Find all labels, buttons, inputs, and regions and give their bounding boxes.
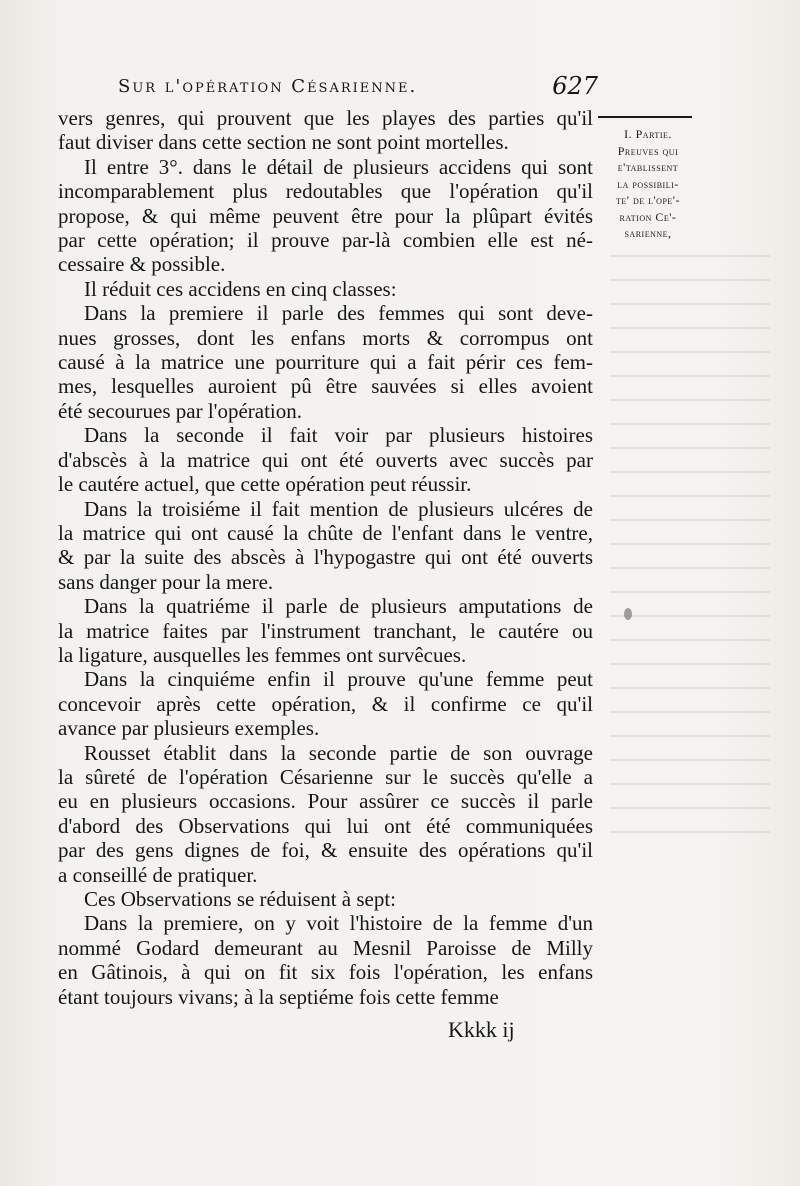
text-line: Il réduit ces accidens en cinq classes: bbox=[84, 276, 397, 301]
text-line: nues grosses, dont les enfans morts & corrompus ont bbox=[58, 325, 593, 350]
text-line: par des gens dignes de foi, & ensuite des opérations qu'il bbox=[58, 838, 593, 863]
text-line: Dans la cinquiéme enfin il prouve qu'une femme peut bbox=[84, 667, 593, 692]
marginal-line: sarienne, bbox=[624, 226, 672, 240]
body-text bbox=[58, 106, 593, 1009]
page-number: 627 bbox=[552, 72, 598, 100]
show-through-text bbox=[610, 255, 770, 835]
text-line: d'abord des Observations qui lui ont été communiquées bbox=[58, 813, 593, 838]
marginal-line: e'tablissent bbox=[617, 160, 679, 174]
text-line: a conseillé de pratiquer. bbox=[58, 862, 258, 887]
text-line: Il entre 3°. dans le détail de plusieurs accidens qui sont bbox=[84, 154, 593, 179]
text-line: été secourues par l'opération. bbox=[58, 398, 303, 423]
text-line: Dans la quatriéme il parle de plusieurs amputations de bbox=[84, 594, 593, 619]
text-line: la ligature, ausquelles les femmes ont survêcues. bbox=[58, 642, 467, 667]
text-line: la matrice qui ont causé la chûte de l'enfant dans le ventre, bbox=[58, 520, 593, 545]
text-line: le cautére actuel, que cette opération peut réussir. bbox=[58, 472, 472, 497]
text-line: Dans la premiere, on y voit l'histoire de la femme d'un bbox=[84, 911, 593, 936]
text-line: mes, lesquelles auroient pû être sauvées si elles avoient bbox=[58, 374, 593, 399]
text-line: d'abscès à la matrice qui ont été ouverts avec succès par bbox=[58, 447, 593, 472]
text-line: Dans la seconde il fait voir par plusieurs histoires bbox=[84, 423, 593, 448]
text-line: par cette opération; il prouve par-là combien elle est né- bbox=[58, 228, 593, 253]
marginal-rule bbox=[598, 116, 692, 118]
marginal-line: Preuves qui bbox=[617, 143, 679, 158]
text-line: sans danger pour la mere. bbox=[58, 569, 274, 594]
text-line: vers genres, qui prouvent que les playes des parties qu'il bbox=[58, 106, 593, 130]
text-line: cessaire & possible. bbox=[58, 252, 226, 277]
text-line: & par la suite des abscès à l'hypogastre qui ont été ouverts bbox=[58, 545, 593, 570]
text-line: eu en plusieurs occasions. Pour assûrer ce succès il parle bbox=[58, 789, 593, 814]
text-line: nommé Godard demeurant au Mesnil Paroisse de Milly bbox=[58, 935, 593, 960]
signature-catchword: Kkkk ij bbox=[448, 1017, 515, 1042]
marginal-line: la possibili- bbox=[617, 176, 679, 191]
text-line: Dans la troisiéme il fait mention de plusieurs ulcéres de bbox=[84, 496, 593, 521]
text-line: la matrice faites par l'instrument tranchant, le cautére ou bbox=[58, 618, 593, 643]
ink-spot bbox=[624, 608, 632, 620]
text-line: concevoir après cette opération, & il confirme ce qu'il bbox=[58, 691, 593, 716]
text-line: avance par plusieurs exemples. bbox=[58, 716, 320, 741]
text-line: étant toujours vivans; à la septiéme fois cette femme bbox=[58, 984, 499, 1009]
text-line: Rousset établit dans la seconde partie de son ouvrage bbox=[84, 740, 593, 765]
running-title: Sur l'opération Césarienne. bbox=[118, 76, 418, 97]
text-line: causé à la matrice une pourriture qui a fait périr ces fem- bbox=[58, 350, 593, 375]
text-line: Ces Observations se réduisent à sept: bbox=[84, 887, 397, 911]
marginal-line: te' de l'ope'- bbox=[616, 193, 680, 207]
text-line: la sûreté de l'opération Césarienne sur le succès qu'elle a bbox=[58, 764, 593, 789]
text-line: propose, & qui même peuvent être pour la plûpart évités bbox=[58, 203, 593, 228]
text-line: Dans la premiere il parle des femmes qui sont deve- bbox=[84, 301, 593, 326]
marginal-line: ration Ce'- bbox=[619, 209, 677, 224]
text-line: en Gâtinois, à qui on fit six fois l'opération, les enfans bbox=[58, 960, 593, 985]
marginal-note bbox=[596, 126, 700, 242]
text-line: faut diviser dans cette section ne sont point mortelles. bbox=[58, 130, 509, 155]
marginal-line: I. Partie. bbox=[624, 127, 672, 141]
text-line: incomparablement plus redoutables que l'opération qu'il bbox=[58, 179, 593, 204]
page-header bbox=[118, 72, 598, 106]
